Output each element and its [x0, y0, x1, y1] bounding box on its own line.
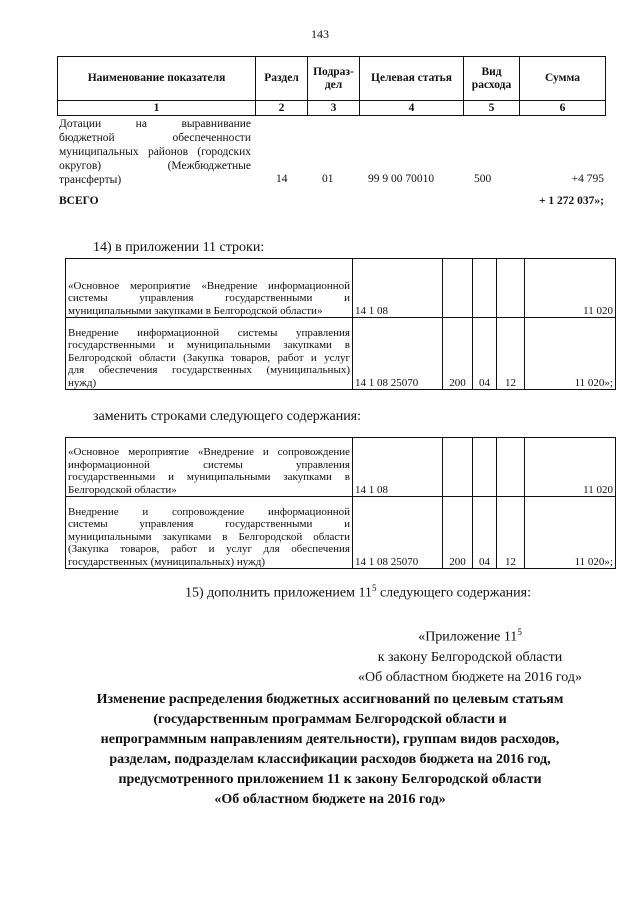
- new-rows-table: [65, 437, 616, 569]
- appendix-line-2: к закону Белгородской области: [377, 649, 563, 665]
- total-label: ВСЕГО: [59, 195, 99, 207]
- desc-line: системы управления государственными и: [68, 292, 350, 304]
- desc-line: Белгородской области (Закупка товаров, работ и услуг: [68, 351, 350, 364]
- section-15-heading: [185, 583, 531, 602]
- table-row: [66, 318, 616, 390]
- desc-line: (Закупка товаров, работ и услуг для обеспечения: [68, 543, 350, 555]
- header-expense-type: Вид расхода: [464, 57, 520, 101]
- desc-line: муниципальными закупками в Белгородской области»: [68, 304, 323, 317]
- header-number: 2: [256, 101, 308, 116]
- title-line: «Об областном бюджете на 2016 год»: [214, 792, 446, 807]
- title-line: (государственным программам Белгородской области и: [153, 712, 507, 727]
- header-number: 4: [360, 101, 464, 116]
- appendix-line-1: [340, 622, 600, 648]
- row-code: 14 1 08 25070: [353, 318, 443, 390]
- row-sum: 11 020»;: [525, 497, 616, 569]
- appendix-line-1-text: «Приложение 11: [418, 629, 518, 645]
- row-vr: 200: [443, 318, 473, 390]
- section-15-superscript: 5: [371, 583, 377, 593]
- row-name-line: Дотации на выравнивание: [59, 118, 251, 130]
- replace-heading: заменить строками следующего содержания:: [93, 409, 362, 424]
- row-name-line: бюджетной обеспеченности: [59, 132, 251, 144]
- desc-line: системы управления государственными и: [68, 518, 350, 530]
- row-sum: 11 020»;: [525, 318, 616, 390]
- row-sum: 11 020: [525, 259, 616, 318]
- page-number: 143: [311, 27, 329, 41]
- row-subsection: 01: [322, 173, 334, 185]
- row-code: 14 1 08 25070: [353, 497, 443, 569]
- row-target: 99 9 00 70010: [368, 173, 435, 185]
- title-line: предусмотренного приложением 11 к закону Белгородской области: [118, 772, 542, 787]
- row-rz: 04: [473, 497, 497, 569]
- desc-line: муниципальными закупками в Белгородской области: [68, 530, 350, 543]
- header-number: 3: [308, 101, 360, 116]
- row-description: [66, 318, 353, 390]
- row-description: [66, 259, 353, 318]
- header-amount: Сумма: [520, 57, 606, 101]
- row-pr: 12: [497, 318, 525, 390]
- desc-line: Внедрение информационной системы управления: [68, 326, 350, 339]
- desc-line: государственными и муниципальными закупками в: [68, 471, 350, 483]
- row-pr: [497, 438, 525, 497]
- row-expense-type: 500: [474, 173, 492, 185]
- appendix-superscript: 5: [517, 627, 522, 637]
- row-pr: 12: [497, 497, 525, 569]
- row-name-line: трансферты): [59, 174, 122, 186]
- total-value: + 1 272 037»;: [538, 195, 604, 207]
- row-rz: 04: [473, 318, 497, 390]
- desc-line: «Основное мероприятие «Внедрение и сопровождение: [68, 446, 350, 458]
- title-line: непрограммным направлениям деятельности), группам видов расходов,: [100, 732, 560, 747]
- header-number: 6: [520, 101, 606, 116]
- row-sum: 11 020: [525, 438, 616, 497]
- row-code: 14 1 08: [353, 259, 443, 318]
- header-number: 1: [58, 101, 256, 116]
- row-description: [66, 438, 353, 497]
- row-name-line: муниципальных районов (городских: [59, 146, 251, 158]
- row-description: [66, 497, 353, 569]
- desc-line: информационной системы управления: [68, 458, 350, 471]
- desc-line: Внедрение и сопровождение информационной: [68, 505, 350, 518]
- section-15-text-end: следующего содержания:: [376, 585, 531, 601]
- header-number: 5: [464, 101, 520, 116]
- row-name: [59, 117, 251, 187]
- table-row: [66, 259, 616, 318]
- header-name: Наименование показателя: [58, 57, 256, 101]
- desc-line: Белгородской области»: [68, 483, 177, 496]
- title-line: Изменение распределения бюджетных ассигнований по целевым статьям: [96, 692, 564, 707]
- title-line: разделам, подразделам классификации расходов бюджета на 2016 год,: [109, 752, 551, 767]
- row-section: 14: [276, 173, 288, 185]
- row-rz: [473, 259, 497, 318]
- desc-line: государственных (муниципальных) нужд): [68, 555, 265, 568]
- header-section: Раздел: [256, 57, 308, 101]
- row-amount: +4 795: [571, 173, 604, 185]
- row-name-line: округов) (Межбюджетные: [59, 160, 251, 172]
- appendix-reference: [340, 622, 600, 688]
- budget-table-header: [57, 56, 606, 116]
- desc-line: нужд): [68, 376, 97, 389]
- header-target: Целевая статья: [360, 57, 464, 101]
- row-code: 14 1 08: [353, 438, 443, 497]
- row-vr: [443, 438, 473, 497]
- section-14-heading: 14) в приложении 11 строки:: [93, 240, 265, 255]
- old-rows-table: [65, 258, 616, 390]
- document-title: [70, 690, 590, 810]
- header-subsection: Подраз-дел: [308, 57, 360, 101]
- desc-line: для обеспечения государственных (муниципальных): [68, 364, 350, 376]
- table-row: [66, 438, 616, 497]
- section-15-text: 15) дополнить приложением 11: [185, 585, 372, 601]
- desc-line: «Основное мероприятие «Внедрение информационной: [68, 279, 350, 292]
- row-vr: [443, 259, 473, 318]
- table-row: [66, 497, 616, 569]
- appendix-line-3: «Об областном бюджете на 2016 год»: [358, 669, 582, 685]
- desc-line: государственными и муниципальными закупками в: [68, 339, 350, 351]
- row-vr: 200: [443, 497, 473, 569]
- row-rz: [473, 438, 497, 497]
- row-pr: [497, 259, 525, 318]
